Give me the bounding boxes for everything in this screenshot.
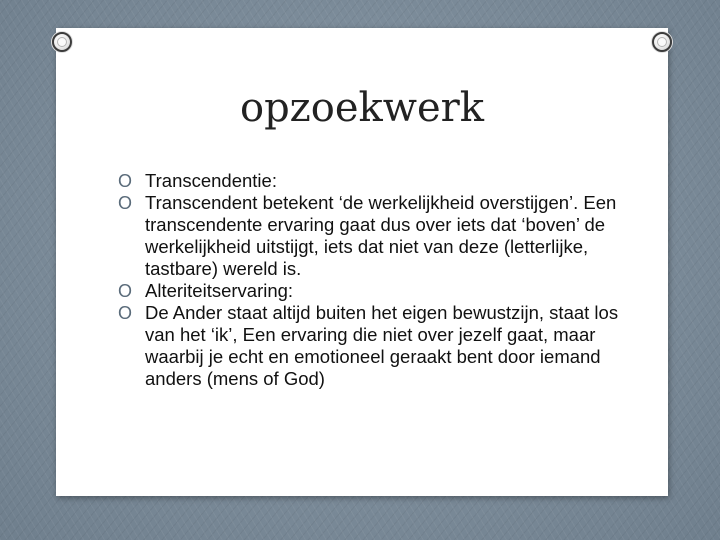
pin-icon [52,32,72,52]
bullet-item [118,302,638,390]
bullet-list [118,170,638,390]
bullet-item [118,280,638,302]
bullet-text: Transcendent betekent ‘de werkelijkheid overstijgen’. Een transcendente ervaring gaat dus over iets dat ‘boven’ de werkelijkheid uitstijgt, iets dat niet van deze (letterlijke, tastbare) wereld is. [145,192,617,279]
slide-title: opzoekwerk [239,85,485,131]
bullet-marker-icon: O [118,171,133,191]
bullet-marker-icon: O [118,281,133,301]
bullet-marker-icon: O [118,193,133,213]
bullet-marker-icon: O [118,303,133,323]
bullet-item [118,170,638,192]
bullet-text: Alteriteitservaring: [145,280,294,301]
bullet-item [118,192,638,280]
pin-icon [652,32,672,52]
bullet-text: De Ander staat altijd buiten het eigen bewustzijn, staat los van het ‘ik’, Een ervaring die niet over jezelf gaat, maar waarbij je echt en emotioneel geraakt bent door iemand anders (mens of God) [145,302,619,389]
bullet-text: Transcendentie: [145,170,277,191]
